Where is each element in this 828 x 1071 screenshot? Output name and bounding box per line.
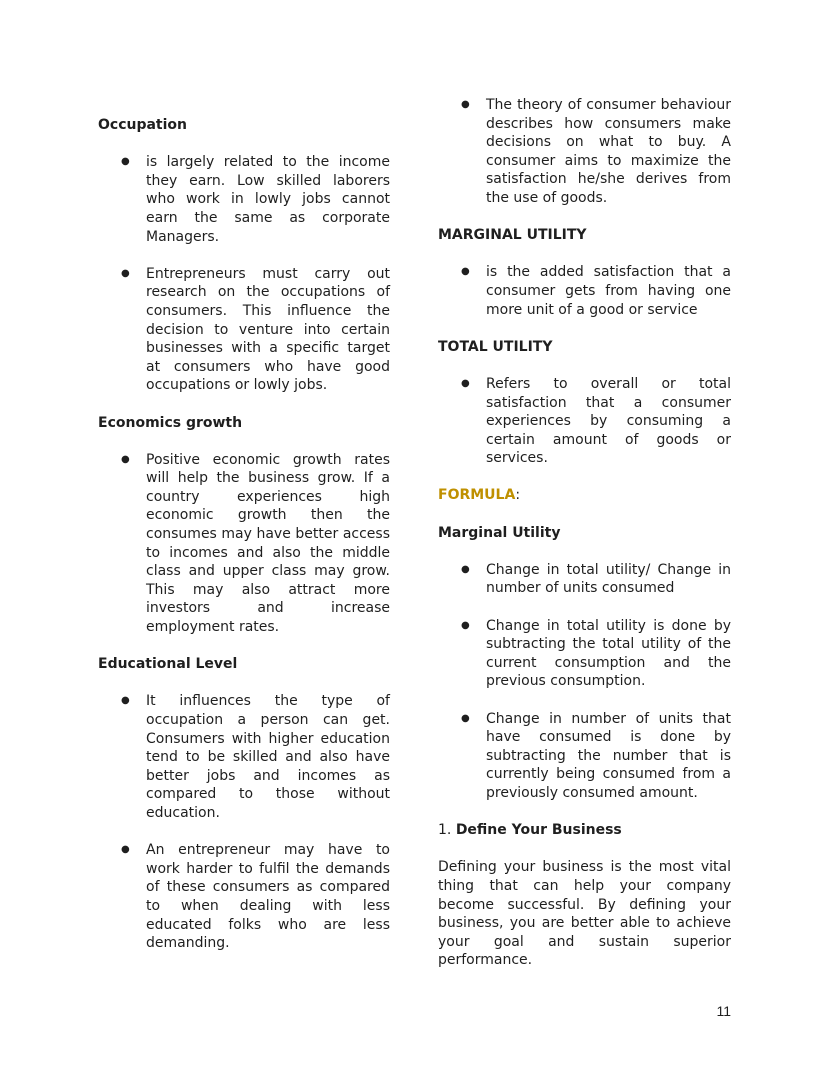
- marginal-utility-list: [438, 263, 731, 319]
- heading-total-utility: TOTAL UTILITY: [438, 338, 553, 355]
- heading-marginal-utility: MARGINAL UTILITY: [438, 227, 587, 244]
- intro-list: [438, 96, 731, 208]
- economics-list: [98, 451, 390, 637]
- define-number: 1.: [438, 822, 452, 839]
- page-number: 11: [716, 1003, 731, 1019]
- formula-colon: :: [515, 487, 521, 504]
- formula-line: [438, 486, 731, 505]
- left-column: [98, 96, 390, 953]
- heading-economics-growth: Economics growth: [98, 414, 243, 431]
- occupation-list: [98, 153, 390, 395]
- total-utility-list: [438, 375, 731, 468]
- formula-list: [438, 561, 731, 803]
- list-item: ● is the added satisfaction that a consumer gets from having one more unit of a good or service: [438, 263, 731, 319]
- list-item: ● The theory of consumer behaviour describes how consumers make decisions on what to buy. A consumer aims to maximize the satisfaction he/she derives from the use of goods.: [438, 96, 731, 208]
- list-item: ● is largely related to the income they earn. Low skilled laborers who work in lowly jobs cannot earn the same as corporate Managers.: [98, 153, 390, 246]
- define-business-heading: [438, 821, 731, 840]
- define-title: Define Your Business: [455, 822, 622, 839]
- right-column: [438, 96, 731, 970]
- list-item: ● An entrepreneur may have to work harder to fulfil the demands of these consumers as compared to when dealing with less educated folks who are less demanding.: [98, 841, 390, 953]
- list-item: ● Change in total utility/ Change in number of units consumed: [438, 561, 731, 598]
- list-item: ● Change in number of units that have consumed is done by subtracting the number that is currently being consumed from a previously consumed amount.: [438, 710, 731, 803]
- list-item: ● Entrepreneurs must carry out research on the occupations of consumers. This influence the decision to venture into certain businesses with a specific target at consumers who have good occupations or lowly jobs.: [98, 265, 390, 395]
- heading-marginal-utility-formula: Marginal Utility: [438, 524, 561, 541]
- list-item: ● Positive economic growth rates will help the business grow. If a country experiences high economic growth then the consumes may have better access to incomes and also the middle class and upper class may grow. This may also attract more investors and increase employment rates.: [98, 451, 390, 637]
- list-item: ● Change in total utility is done by subtracting the total utility of the current consumption and the previous consumption.: [438, 617, 731, 691]
- list-item: ● Refers to overall or total satisfaction that a consumer experiences by consuming a certain amount of goods or services.: [438, 375, 731, 468]
- heading-occupation: Occupation: [98, 117, 188, 133]
- define-business-paragraph: Defining your business is the most vital thing that can help your company become successful. By defining your business, you are better able to achieve your goal and sustain superior performance.: [438, 859, 731, 969]
- education-list: [98, 692, 390, 952]
- formula-label: FORMULA: [438, 487, 516, 504]
- list-item: ● It influences the type of occupation a person can get. Consumers with higher education tend to be skilled and also have better jobs and incomes as compared to those without education.: [98, 692, 390, 822]
- heading-educational-level: Educational Level: [98, 656, 238, 673]
